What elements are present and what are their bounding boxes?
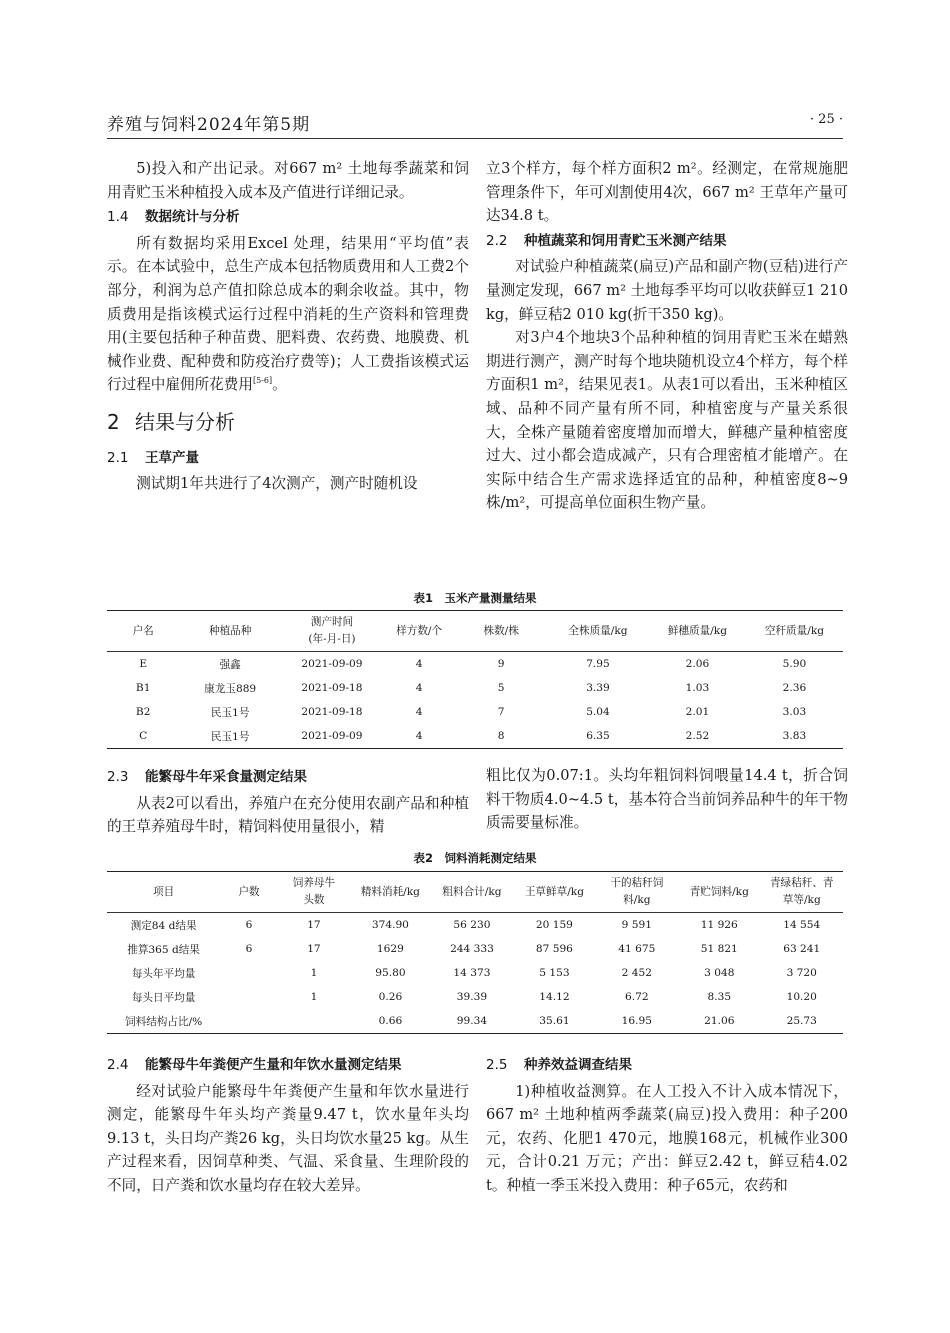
table-cell: 3.03 xyxy=(782,706,807,718)
table-cell: 21.06 xyxy=(678,1009,760,1034)
table-header: 项目 xyxy=(107,872,220,913)
table-header: 户名 xyxy=(107,611,179,652)
table-row xyxy=(107,961,843,985)
section-heading-2-1: 2.1 王草产量 xyxy=(107,449,199,466)
table-header: 测产时间 (年-月-日) xyxy=(281,611,383,652)
table-cell: 17 xyxy=(307,943,321,955)
table-cell: 5 xyxy=(497,682,505,694)
citation: [5-6] xyxy=(252,376,273,386)
table-cell: 1 xyxy=(310,991,318,1003)
table-cell: 2.01 xyxy=(685,706,710,718)
paragraph: 测试期1年共进行了4次测产，测产时随机设 xyxy=(136,475,418,493)
section-heading-2-5: 2.5 种养效益调查结果 xyxy=(486,1057,632,1073)
table-cell: 6.72 xyxy=(625,991,649,1003)
table-cell: 每头年平均量 xyxy=(131,967,196,980)
table-cell: 99.34 xyxy=(431,1009,513,1034)
table-header: 干的秸秆饲 料/kg xyxy=(596,872,678,913)
table2-caption: 表2 饲料消耗测定结果 xyxy=(413,851,537,865)
paragraph: 立3个样方，每个样方面积2 m²。经测定，在常规施肥管理条件下，年可刈割使用4次，667 m² 王草年产量可达34.8 t。 xyxy=(486,160,848,225)
table-cell: 2.52 xyxy=(649,724,746,749)
table-cell: 87 596 xyxy=(535,943,573,955)
table-header: 空秆质量/kg xyxy=(746,611,843,652)
header-rule xyxy=(107,138,843,139)
table-row xyxy=(107,652,843,677)
table-cell: 民玉1号 xyxy=(210,706,250,719)
table-cell: 14 373 xyxy=(453,967,491,979)
section-heading-2-4: 2.4 能繁母牛年粪便产生量和年饮水量测定结果 xyxy=(107,1057,402,1073)
table-cell: 56 230 xyxy=(453,919,491,931)
table-cell: 9 591 xyxy=(621,919,652,931)
table-header: 王草鲜草/kg xyxy=(513,872,595,913)
table-cell: 8 xyxy=(455,724,547,749)
table-cell: 0.66 xyxy=(350,1009,431,1034)
table-cell: 6 xyxy=(245,919,253,931)
table-row xyxy=(107,913,843,938)
table-cell xyxy=(220,961,278,985)
table-cell: 6.35 xyxy=(547,724,649,749)
table-cell: 14.12 xyxy=(539,991,570,1003)
table-cell: 康龙玉889 xyxy=(204,682,257,695)
table-cell: 2021-09-18 xyxy=(301,706,363,718)
table-cell: 2.06 xyxy=(685,658,710,670)
table-cell: 11 926 xyxy=(700,919,738,931)
table-cell: 63 241 xyxy=(783,943,821,955)
table-cell: 2021-09-09 xyxy=(301,658,363,670)
table-cell: 51 821 xyxy=(700,943,738,955)
table-row xyxy=(107,700,843,724)
table-cell: 测定84 d结果 xyxy=(130,919,197,932)
table-cell: 4 xyxy=(415,706,423,718)
paragraph: 所有数据均采用Excel 处理，结果用“平均值”表示。在本试验中，总生产成本包括物质费用和人工费2个部分，利润为总产值扣除总成本的剩余收益。其中，物质费用是指该模式运行过程中消耗的生产资料和管理费用(主要包括种子种苗费、肥料费、农药费、地膜费、机械作业费、配种费和防疫治疗费等)；人工费指该模式运行过程中雇佣所花费用[5-6]。 xyxy=(107,234,469,394)
table-cell: 8.35 xyxy=(707,991,732,1003)
table-cell: 374.90 xyxy=(371,919,409,931)
section-heading-1-4: 1.4 数据统计与分析 xyxy=(107,209,240,226)
table-cell: 3 720 xyxy=(786,967,817,979)
table-cell: 244 333 xyxy=(450,943,494,955)
table-cell xyxy=(220,985,278,1009)
table2 xyxy=(107,871,843,1034)
paragraph: 对3户4个地块3个品种种植的饲用青贮玉米在蜡熟期进行测产，测产时每个地块随机设立4个样方，每个样方面积1 m²，结果见表1。从表1可以看出，玉米种植区域、品种不同产量有所不同，种植密度与产量关系很大，全株产量随着密度增加而增大，鲜穗产量种植密度过大、过小都会造成减产，只有合理密植才能增产。在实际中结合生产需求选择适宜的品种，种植密度8~9 株/m²，可提高单位面积生物产量。 xyxy=(486,329,848,512)
table-row xyxy=(107,937,843,961)
table-cell: 95.80 xyxy=(375,967,406,979)
left-column-middle xyxy=(107,764,469,839)
table-cell: 饲料结构占比/% xyxy=(107,1009,220,1034)
table-header: 样方数/个 xyxy=(383,611,455,652)
left-column-upper xyxy=(107,157,469,496)
right-column-upper xyxy=(486,157,848,515)
table-cell: 17 xyxy=(307,919,321,931)
table-row xyxy=(107,724,843,749)
table-header: 粗料合计/kg xyxy=(431,872,513,913)
table-cell: 推算365 d结果 xyxy=(127,943,200,956)
section-heading-2-3: 2.3 能繁母牛年采食量测定结果 xyxy=(107,769,307,785)
paragraph: 从表2可以看出，养殖户在充分使用农副产品和种植的王草养殖母牛时，精饲料使用量很小，精 xyxy=(107,794,469,836)
table-header: 户数 xyxy=(220,872,278,913)
running-header xyxy=(107,110,843,136)
table-cell: B2 xyxy=(135,706,151,718)
table-cell: 1629 xyxy=(376,943,404,955)
table-header: 鲜穗质量/kg xyxy=(649,611,746,652)
table-header: 株数/株 xyxy=(455,611,547,652)
table-cell: 9 xyxy=(497,658,505,670)
paragraph: 5)投入和产出记录。对667 m² 土地每季蔬菜和饲用青贮玉米种植投入成本及产值进行详细记录。 xyxy=(107,160,469,201)
table-cell: 每头日平均量 xyxy=(131,991,196,1004)
table-cell: 2021-09-18 xyxy=(301,682,363,694)
table-cell: 20 159 xyxy=(535,919,573,931)
page-number: · 25 · xyxy=(809,112,843,127)
table-cell: 7.95 xyxy=(586,658,610,670)
table-cell: 35.61 xyxy=(513,1009,595,1034)
table-cell: 41 675 xyxy=(618,943,656,955)
table1-caption: 表1 玉米产量测量结果 xyxy=(413,591,537,605)
table-cell: 4 xyxy=(383,724,455,749)
paragraph: 1)种植收益测算。在人工投入不计入成本情况下，667 m² 土地种植两季蔬菜(扁豆)投入费用：种子200元，农药、化肥1 470元，地膜168元，机械作业300元，合计0.21 万元；产出：鲜豆2.42 t，鲜豆秸4.02 t。种植一季玉米投入费用：种子65元，农药和 xyxy=(486,1082,848,1194)
table-cell: 25.73 xyxy=(761,1009,844,1034)
table-cell: 强鑫 xyxy=(219,658,241,671)
table-cell xyxy=(220,1009,278,1034)
table-header: 全株质量/kg xyxy=(547,611,649,652)
table-cell: C xyxy=(107,724,179,749)
paragraph: 对试验户种植蔬菜(扁豆)产品和副产物(豆秸)进行产量测定发现，667 m² 土地每季平均可以收获鲜豆1 210 kg，鲜豆秸2 010 kg(折干350 kg)。 xyxy=(486,258,848,323)
table-cell: 3.83 xyxy=(746,724,843,749)
table1 xyxy=(107,610,843,749)
table-cell: 5.90 xyxy=(782,658,807,670)
table-row xyxy=(107,676,843,700)
journal-title: 养殖与饲料2024年第5期 xyxy=(107,115,311,135)
table-cell: 5 153 xyxy=(539,967,570,979)
table-header: 青绿秸秆、青 草等/kg xyxy=(761,872,844,913)
table-cell: E xyxy=(139,658,148,670)
paragraph: 经对试验户能繁母牛年粪便产生量和年饮水量进行测定，能繁母牛年头均产粪量9.47 t，饮水量年头均9.13 t，头日均产粪26 kg，头日均饮水量25 kg。从生产过程来看，因饲草种类、气温、采食量、生理阶段的不同，日产粪和饮水量均存在较大差异。 xyxy=(107,1082,469,1194)
table-cell: 7 xyxy=(497,706,505,718)
table-row xyxy=(107,985,843,1009)
paragraph: 粗比仅为0.07:1。头均年粗饲料饲喂量14.4 t，折合饲料干物质4.0~4.5 t，基本符合当前饲养品种牛的年干物质需要量标准。 xyxy=(486,767,848,832)
table-cell: 2021-09-09 xyxy=(281,724,383,749)
right-column-lower xyxy=(486,1052,848,1198)
section-heading-2-2: 2.2 种植蔬菜和饲用青贮玉米测产结果 xyxy=(486,232,727,249)
table-cell: 1 xyxy=(310,967,318,979)
table-cell: 民玉1号 xyxy=(179,724,281,749)
table-header: 种植品种 xyxy=(179,611,281,652)
table-cell: 39.39 xyxy=(456,991,488,1003)
table-cell: 6 xyxy=(245,943,253,955)
table-cell: B1 xyxy=(135,682,151,694)
table-cell: 3.39 xyxy=(586,682,610,694)
table-header: 青贮饲料/kg xyxy=(678,872,760,913)
table-cell: 2.36 xyxy=(782,682,807,694)
table-cell: 4 xyxy=(415,658,423,670)
table-cell: 0.26 xyxy=(378,991,403,1003)
table-cell: 10.20 xyxy=(786,991,817,1003)
table-cell: 14 554 xyxy=(783,919,821,931)
table-header: 饲养母牛 头数 xyxy=(278,872,350,913)
left-column-lower xyxy=(107,1052,469,1198)
table-cell: 5.04 xyxy=(586,706,610,718)
table-row xyxy=(107,1009,843,1034)
table-header: 精料消耗/kg xyxy=(350,872,431,913)
section-heading-2: 2 结果与分析 xyxy=(107,409,235,434)
table-cell: 1.03 xyxy=(685,682,710,694)
table-cell: 4 xyxy=(415,682,423,694)
right-column-middle xyxy=(486,764,848,835)
table-cell xyxy=(278,1009,350,1034)
table-cell: 2 452 xyxy=(621,967,652,979)
table-cell: 3 048 xyxy=(704,967,735,979)
table-cell: 16.95 xyxy=(596,1009,678,1034)
